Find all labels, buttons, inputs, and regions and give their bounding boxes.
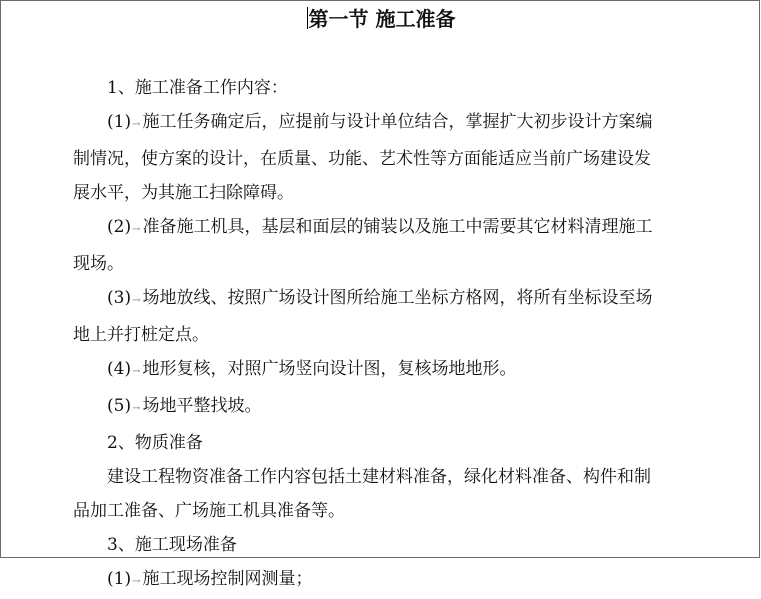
document-body xyxy=(73,71,705,599)
paragraph-text: 3、施工现场准备 xyxy=(107,535,237,555)
paragraph-text: 建设工程物资准备工作内容包括土建材料准备，绿化材料准备、构件和制 xyxy=(107,467,651,487)
paragraph xyxy=(73,460,705,494)
paragraph-continuation xyxy=(73,142,705,176)
paragraph-continuation xyxy=(73,247,705,281)
section-title xyxy=(1,5,761,33)
paragraph-text: 地形复核，对照广场竖向设计图，复核场地地形。 xyxy=(142,359,517,379)
paragraph-text: 地上并打桩定点。 xyxy=(73,325,209,345)
paragraph-text: 展水平，为其施工扫除障碍。 xyxy=(73,183,294,203)
paragraph xyxy=(73,281,705,318)
paragraph-text: 制情况，使方案的设计，在质量、功能、艺术性等方面能适应当前广场建设发 xyxy=(73,149,651,169)
paragraph-text: 2、物质准备 xyxy=(107,433,203,453)
list-number: (2) xyxy=(107,217,132,237)
tab-mark-icon: → xyxy=(132,403,141,414)
paragraph xyxy=(73,210,705,247)
paragraph-text: 场地放线、按照广场设计图所给施工坐标方格网，将所有坐标设至场 xyxy=(142,288,653,308)
paragraph xyxy=(73,105,705,142)
list-number: (3) xyxy=(107,288,132,308)
paragraph-continuation xyxy=(73,494,705,528)
paragraph-text: 准备施工机具，基层和面层的铺装以及施工中需要其它材料清理施工 xyxy=(142,217,653,237)
paragraph xyxy=(73,352,705,389)
paragraph-text: 现场。 xyxy=(73,254,124,274)
list-number: (1) xyxy=(107,569,132,589)
paragraph-continuation xyxy=(73,318,705,352)
paragraph xyxy=(73,71,705,105)
paragraph-continuation xyxy=(73,176,705,210)
list-number: (1) xyxy=(107,112,132,132)
paragraph-text: 场地平整找坡。 xyxy=(142,396,262,416)
paragraph-text: 品加工准备、广场施工机具准备等。 xyxy=(73,501,345,521)
tab-mark-icon: → xyxy=(132,224,141,235)
list-number: (4) xyxy=(107,359,132,379)
tab-mark-icon: → xyxy=(132,576,141,587)
paragraph xyxy=(73,562,705,599)
tab-mark-icon: → xyxy=(132,295,141,306)
tab-mark-icon: → xyxy=(132,119,141,130)
text-cursor xyxy=(307,7,308,29)
paragraph xyxy=(73,389,705,426)
section-title-text: 第一节 施工准备 xyxy=(308,7,456,31)
paragraph-text: 1、施工准备工作内容： xyxy=(107,78,288,98)
paragraph xyxy=(73,426,705,460)
paragraph-text: 施工任务确定后，应提前与设计单位结合，掌握扩大初步设计方案编 xyxy=(142,112,653,132)
paragraph-text: 施工现场控制网测量； xyxy=(142,569,313,589)
paragraph xyxy=(73,528,705,562)
tab-mark-icon: → xyxy=(132,366,141,377)
list-number: (5) xyxy=(107,396,132,416)
